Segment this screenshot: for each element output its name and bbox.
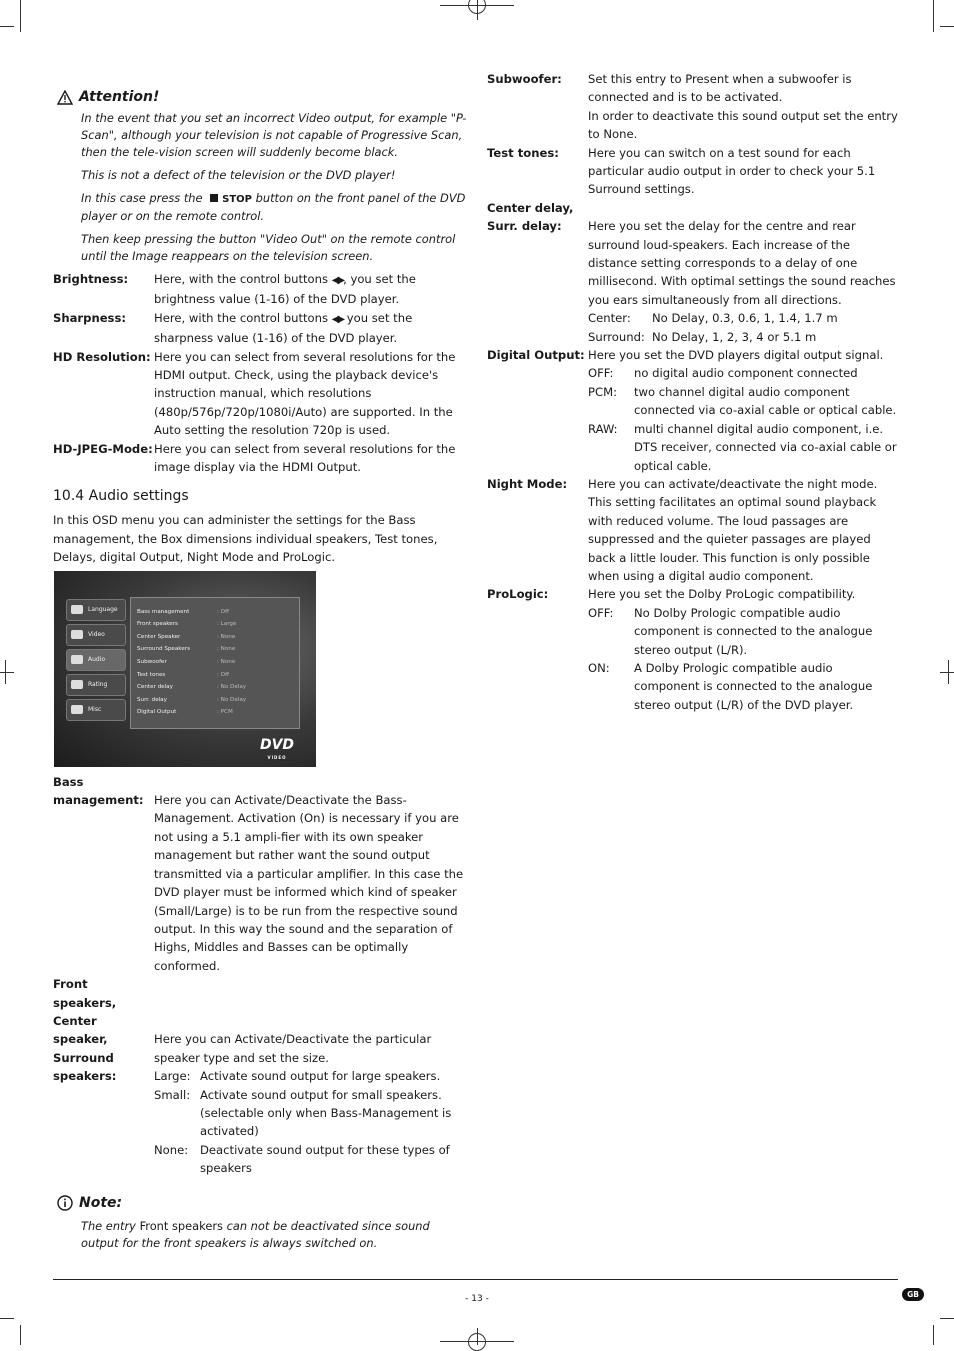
term-line: management:: [53, 793, 144, 808]
crop-mark: [0, 26, 14, 27]
option-value: Activate sound output for large speakers.: [200, 1069, 441, 1084]
osd-row-name: Bass management: [137, 608, 190, 615]
definition-desc: Here you can switch on a test sound for each particular audio output in order to check your 5.1 Surround settings.: [588, 145, 876, 197]
option-key: None:: [154, 1142, 189, 1157]
text-span: Front speakers: [139, 1218, 223, 1233]
option-value: No Delay, 1, 2, 3, 4 or 5.1 m: [652, 329, 817, 344]
text-span: when a subwoofer is connected and is to be activated.: [588, 72, 852, 105]
crop-mark: [940, 672, 954, 673]
option-value: A Dolby Prologic compatible audio component is connected to the analogue stereo output (L/R) of the DVD player.: [634, 660, 873, 712]
warning-triangle-icon: [57, 90, 73, 105]
definition-speakers: [53, 975, 467, 1177]
crop-mark: [0, 1318, 14, 1319]
language-icon: [71, 605, 83, 614]
option-key: OFF:: [588, 366, 614, 381]
osd-menu-item: [66, 674, 126, 696]
registration-mark: [468, 1333, 486, 1351]
osd-row-value: : Off: [217, 671, 229, 678]
osd-row-value: : PCM: [217, 709, 233, 716]
term-line: Surround: [53, 1050, 114, 1065]
audio-icon: [71, 655, 83, 664]
osd-row: [137, 669, 293, 682]
definition-desc: [154, 348, 467, 440]
option-value: No Delay, 0.3, 0.6, 1, 1.4, 1.7 m: [652, 311, 838, 326]
text-span: In order to deactivate this sound output set the entry to: [588, 108, 898, 142]
definition-desc: [154, 773, 467, 975]
text-span: Night Mode: [187, 550, 254, 565]
osd-row: [137, 606, 293, 619]
crop-mark: [933, 1325, 934, 1345]
text-span: Delays: [53, 550, 93, 565]
option-key: ON:: [588, 660, 610, 675]
speaker-option: [154, 1086, 467, 1141]
osd-row: [137, 631, 293, 644]
left-right-arrows-icon: ◀▶: [331, 313, 344, 325]
osd-menu-label: Audio: [88, 656, 106, 664]
definition-delay: [487, 199, 901, 346]
option-value: multi channel digital audio component, i.e. DTS receiver, connected via co-axial cable or optical cable.: [634, 421, 897, 473]
note-paragraph: [81, 1218, 467, 1252]
text-span: Here, with the control buttons: [154, 272, 329, 286]
definition-term: [53, 773, 154, 975]
definition-term: [487, 199, 588, 346]
osd-row: [137, 706, 293, 719]
crop-mark: [0, 672, 14, 673]
text-span: Here you can Activate/Deactivate the particular speaker type and set the size.: [154, 1032, 432, 1065]
language-badge: GB: [902, 1288, 924, 1301]
digital-option: [588, 420, 901, 475]
text-span: digital Output: [99, 550, 180, 565]
info-icon: [57, 1195, 73, 1211]
text-span: can not be deactivated since sound output for the front speakers is always switched on.: [81, 1218, 430, 1250]
osd-panel: [130, 597, 300, 729]
text-span: ) is to be run from the respective sound output. In this way the sound and the separation of Highs, Middles and Basses can be optimally conformed.: [154, 903, 458, 973]
osd-row-value: : None: [217, 633, 236, 640]
crop-mark: [933, 0, 934, 32]
term-line: Center speaker,: [53, 1013, 108, 1047]
definition-term: Night Mode:: [487, 476, 568, 491]
osd-row-name: Test tones: [137, 671, 166, 678]
right-column: [487, 70, 901, 714]
text-span: you set the sharpness value (: [154, 310, 413, 346]
text-span: In this case press the: [81, 191, 203, 205]
stop-icon: [210, 194, 218, 202]
speaker-option: [154, 1067, 467, 1085]
text-span: None: [603, 127, 634, 142]
osd-row-name: Front speakers: [137, 621, 178, 628]
text-span: Here you can select from several resolutions for the HDMI output. Check, using the playback device's instruction manual, which resolutions (: [154, 349, 456, 419]
text-span: .: [331, 550, 336, 565]
definition-night-mode: [487, 475, 901, 585]
definition-sharpness: [53, 309, 467, 348]
definition-term: ProLogic:: [487, 587, 549, 602]
text-span: Here, with the control buttons: [154, 310, 329, 325]
osd-menu-item: [66, 599, 126, 621]
osd-menu-label: Misc: [88, 706, 102, 714]
note-heading: [57, 1192, 467, 1214]
logo-subtext: VIDEO: [267, 754, 287, 760]
definition-digital-output: [487, 346, 901, 475]
text-span: Test tones: [375, 531, 434, 546]
osd-row: [137, 618, 293, 631]
crop-mark: [20, 1325, 21, 1345]
delay-option: [588, 309, 901, 327]
osd-row-value: : None: [217, 659, 236, 666]
section-title: 10.4 Audio settings: [53, 488, 189, 505]
text-span: ) of the DVD player.: [283, 331, 398, 346]
osd-row-value: : No Delay: [217, 684, 247, 691]
prologic-option: [588, 659, 901, 714]
definition-desc: [154, 975, 467, 1177]
option-key: OFF:: [588, 605, 614, 620]
definition-desc: [154, 309, 467, 348]
option-key: Small:: [154, 1087, 191, 1102]
definition-test-tones: [487, 144, 901, 199]
option-key: PCM:: [588, 384, 617, 399]
note-title: Note:: [79, 1194, 123, 1211]
definition-term: [53, 975, 154, 1177]
definition-desc: [588, 346, 901, 475]
text-span: Present: [685, 72, 729, 86]
text-span: Here you set the delay for the centre and rear surround loud-speakers. Each increase of the distance setting corresponds to a delay of one millisecond. With optimal settings the sound reaches you ears simultaneously from all directions.: [588, 219, 896, 307]
term-line: speakers:: [53, 1069, 117, 1084]
text-span: In this OSD menu you can administer the settings for the: [53, 513, 385, 528]
delay-option: [588, 328, 901, 346]
text-span: On: [304, 811, 321, 826]
text-span: Box dimensions: [160, 531, 253, 546]
rating-icon: [71, 680, 83, 689]
crop-mark: [5, 660, 6, 684]
attention-paragraph: In the event that you set an incorrect Video output, for example "P-Scan", although your television is not capable of Progressive Scan, then the tele-vision screen will suddenly become black.: [81, 111, 467, 159]
definition-desc: [588, 199, 901, 346]
osd-row: [137, 643, 293, 656]
text-span: Here you set the DVD players digital output signal.: [588, 348, 884, 363]
definition-term: Test tones:: [487, 145, 559, 160]
term-line: Center delay,: [487, 200, 574, 215]
osd-menu-label: Language: [88, 606, 118, 614]
text-span: ,: [92, 550, 96, 565]
osd-row-name: Center Speaker: [137, 633, 181, 640]
text-span: ) are supported. In the Auto setting the resolution 720p is used.: [154, 404, 453, 438]
text-span: ) of the DVD player.: [285, 292, 400, 307]
speaker-option: [154, 1141, 467, 1178]
stop-label: STOP: [222, 194, 252, 205]
text-span: Set this entry to: [588, 72, 682, 86]
option-value: two channel digital audio component connected via co-axial cable or optical cable.: [634, 384, 897, 418]
term-line: Bass: [53, 774, 84, 789]
text-span: Here you set the Dolby ProLogic compatibility.: [588, 587, 856, 602]
option-key: Center:: [588, 311, 631, 326]
text-span: Here you can Activate/Deactivate the Bass-Management. Activation (: [154, 793, 407, 826]
left-right-arrows-icon: ◀▶: [331, 275, 344, 286]
prologic-option: [588, 604, 901, 659]
text-span: individual speakers,: [255, 531, 372, 546]
osd-row-value: : None: [217, 646, 236, 653]
text-span: 1-16: [258, 292, 286, 307]
attention-paragraph: Then keep pressing the button "Video Out" on the remote control until the Image reappears on the television screen.: [81, 232, 456, 263]
definition-desc: [588, 585, 901, 714]
definition-term: HD-JPEG-Mode:: [53, 441, 153, 456]
definition-term: Digital Output:: [487, 348, 585, 363]
text-span: 480p/576p/720p/1080i/Auto: [158, 404, 323, 419]
definition-term: Subwoofer:: [487, 72, 562, 86]
definition-desc: Here you can select from several resolutions for the image display via the HDMI Output.: [154, 441, 456, 475]
registration-mark: [468, 0, 486, 14]
osd-menu-item: [66, 699, 126, 721]
option-value: No Dolby Prologic compatible audio component is connected to the analogue stereo output (L/R).: [634, 605, 873, 657]
osd-menu-item: [66, 624, 126, 646]
definition-desc: [154, 270, 467, 309]
osd-row-value: : No Delay: [217, 696, 247, 703]
text-span: , you set the brightness value (: [154, 272, 416, 307]
definition-brightness: [53, 270, 467, 309]
option-value: Deactivate sound output for these types of speakers: [200, 1142, 450, 1176]
text-span: ,: [433, 531, 438, 546]
term-line: Front speakers,: [53, 977, 117, 1010]
logo-text: DVD: [259, 736, 295, 753]
text-span: 1-16: [256, 331, 284, 346]
text-span: ProLogic: [282, 550, 332, 565]
attention-paragraph: [81, 190, 467, 225]
audio-intro: [53, 511, 467, 566]
osd-row-name: Surround Speakers: [137, 646, 190, 653]
osd-row-name: Subwoofer: [137, 659, 167, 666]
page-number: - 13 -: [465, 1294, 489, 1304]
video-icon: [71, 630, 83, 639]
misc-icon: [71, 705, 83, 714]
left-column: [53, 86, 467, 1257]
osd-row-name: Center delay: [137, 684, 173, 691]
osd-row: [137, 681, 293, 694]
option-key: RAW:: [588, 421, 618, 436]
crop-mark: [940, 1318, 954, 1319]
osd-row-value: : Off: [217, 608, 229, 615]
text-span: Small/Large: [158, 903, 228, 918]
attention-paragraph: This is not a defect of the television or the DVD player!: [81, 168, 396, 182]
digital-option: [588, 364, 901, 382]
osd-screenshot: [54, 571, 316, 767]
text-span: Bass management: [53, 513, 416, 546]
definition-subwoofer: [487, 70, 901, 144]
osd-row: [137, 694, 293, 707]
definition-desc: [588, 70, 901, 144]
definition-desc: Here you can activate/deactivate the night mode. This setting facilitates an optimal sound playback with reduced volume. The loud passages are suppressed and the quieter passages are played back a little louder. This function is only possible when using a digital audio component.: [588, 476, 878, 583]
definition-prologic: [487, 585, 901, 714]
osd-row: [137, 656, 293, 669]
definition-hd-jpeg: [53, 440, 467, 477]
text-span: .: [633, 127, 638, 142]
option-key: Surround:: [588, 329, 645, 344]
text-span: and: [257, 550, 279, 565]
dvd-video-logo: [256, 735, 298, 761]
crop-mark: [940, 26, 954, 27]
option-value: no digital audio component connected: [634, 366, 858, 381]
osd-menu-item: [66, 649, 126, 671]
definition-term: HD Resolution:: [53, 349, 151, 364]
osd-menu: [66, 599, 126, 724]
osd-row-value: : Large: [217, 621, 237, 628]
crop-mark: [948, 660, 949, 684]
definition-term: Brightness:: [53, 272, 129, 286]
text-span: , the: [130, 531, 158, 546]
definition-bass-management: [53, 773, 467, 975]
digital-option: [588, 383, 901, 420]
attention-title: Attention!: [79, 89, 160, 105]
osd-menu-label: Rating: [88, 681, 108, 689]
crop-mark: [20, 0, 21, 32]
osd-menu-label: Video: [88, 631, 105, 639]
attention-heading: [57, 86, 467, 108]
osd-row-name: Digital Output: [137, 709, 177, 716]
footer-rule: [53, 1279, 898, 1280]
option-value: Activate sound output for small speakers. (selectable only when Bass-Management is activated): [200, 1087, 452, 1139]
option-key: Large:: [154, 1069, 191, 1084]
text-span: ,: [179, 550, 184, 565]
text-span: The entry: [81, 1218, 136, 1233]
osd-row-name: Surr. delay: [137, 696, 167, 703]
text-span: button on the front panel of the DVD player or on the remote control.: [81, 191, 466, 223]
definition-hd-resolution: [53, 348, 467, 440]
definition-term: Sharpness:: [53, 310, 126, 325]
text-span: ) is necessary if you are not using a 5.1 ampli-fier with its own speaker management but rather want the sound output transmitted via a particular amplifier. In this case the DVD player must be informed which kind of speaker (: [154, 811, 464, 918]
term-line: Surr. delay:: [487, 219, 562, 234]
